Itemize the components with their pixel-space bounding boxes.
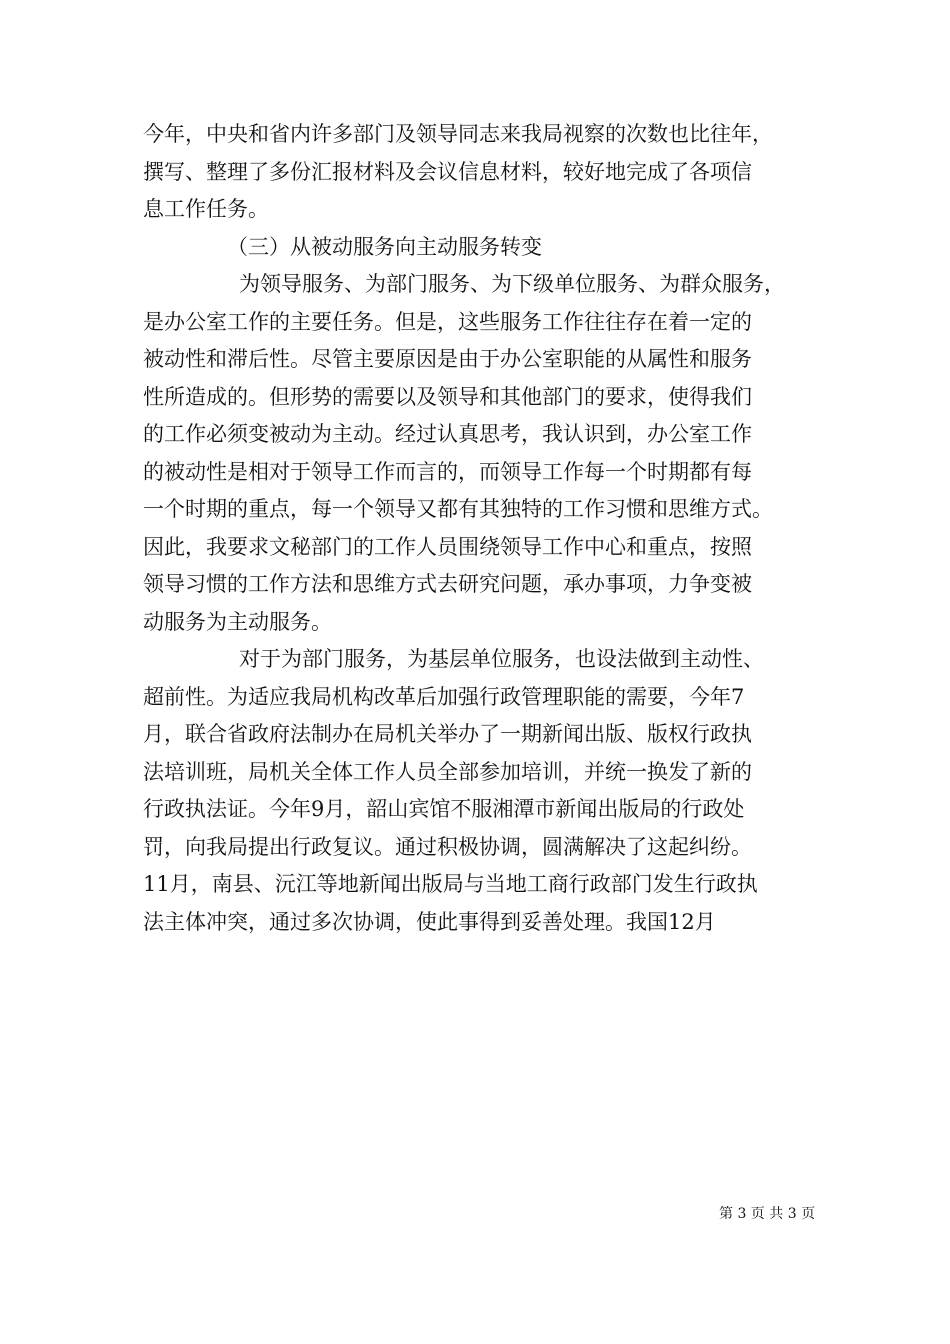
text-line: 息工作任务。 [143,197,269,221]
text-line: 的工作必须变被动为主动。经过认真思考，我认识到，办公室工作 [143,422,752,446]
text-line: 月，联合省政府法制办在局机关举办了一期新闻出版、版权行政执 [143,722,752,746]
text-line: 的被动性是相对于领导工作而言的，而领导工作每一个时期都有每 [143,459,752,484]
text-line: 行政执法证。今年9月，韶山宾馆不服湘潭市新闻出版局的行政处 [143,797,745,821]
text-line: 法主体冲突，通过多次协调，使此事得到妥善处理。我国12月 [143,909,716,934]
text-line: 因此，我要求文秘部门的工作人员围绕领导工作中心和重点，按照 [143,534,752,559]
text-line: 被动性和滞后性。尽管主要原因是由于办公室职能的从属性和服务 [143,347,752,371]
text-line: 今年，中央和省内许多部门及领导同志来我局视察的次数也比往年， [143,122,773,146]
text-line: 11月，南县、沅江等地新闻出版局与当地工商行政部门发生行政执 [143,872,758,896]
body-text [143,116,815,941]
text-line: 撰写、整理了多份汇报材料及会议信息材料，较好地完成了各项信 [143,159,752,184]
text-line: 罚，向我局提出行政复议。通过积极协调，圆满解决了这起纠纷。 [143,834,752,859]
text-line: 一个时期的重点，每一个领导又都有其独特的工作习惯和思维方式。 [143,497,773,521]
section-heading: （三）从被动服务向主动服务转变 [227,234,542,259]
text-line: 动服务为主动服务。 [143,609,332,634]
text-line: 超前性。为适应我局机构改革后加强行政管理职能的需要，今年7 [143,684,745,709]
text-line: 领导习惯的工作方法和思维方式去研究问题，承办事项，力争变被 [143,572,752,596]
text-line: 为领导服务、为部门服务、为下级单位服务、为群众服务， [239,272,785,296]
text-line: 是办公室工作的主要任务。但是，这些服务工作往往存在着一定的 [143,309,752,334]
text-line: 法培训班，局机关全体工作人员全部参加培训，并统一换发了新的 [143,759,752,784]
text-line: 对于为部门服务，为基层单位服务，也设法做到主动性、 [239,647,764,671]
page-number: 第 3 页 共 3 页 [719,1206,816,1222]
text-line: 性所造成的。但形势的需要以及领导和其他部门的要求，使得我们 [143,384,752,409]
